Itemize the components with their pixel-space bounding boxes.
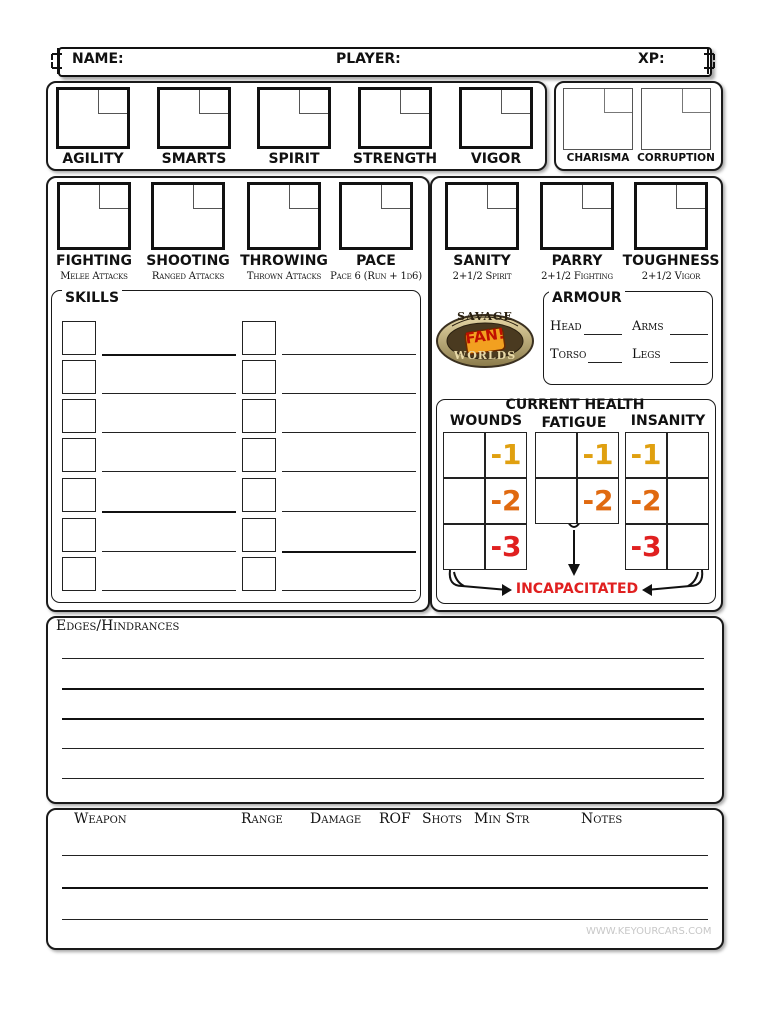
skill-die-box[interactable]: [242, 360, 276, 394]
edges-line[interactable]: [62, 658, 704, 659]
skill-name-field[interactable]: [102, 432, 236, 433]
derived-fighting-box-die-box[interactable]: [99, 185, 128, 209]
wounds-label: WOUNDS: [449, 413, 523, 429]
derived-toughness-label: TOUGHNESS: [622, 253, 720, 269]
attribute-spirit-label: SPIRIT: [268, 151, 320, 167]
weapons-header-damage: Damage: [310, 811, 362, 827]
skill-name-field[interactable]: [282, 511, 416, 512]
weapons-header-notes: Notes: [581, 811, 623, 827]
insanity-label: INSANITY: [630, 413, 706, 429]
attribute-strength-box-die-box[interactable]: [400, 90, 429, 114]
armour-arms-label: Arms: [632, 319, 664, 334]
wounds-penalty-2: -2: [490, 484, 522, 517]
derived-parry-box-die-box[interactable]: [582, 185, 611, 209]
insanity-box-2-b[interactable]: [667, 478, 709, 524]
derived-fighting-label: FIGHTING: [56, 253, 132, 269]
skills-title: SKILLS: [62, 290, 122, 306]
logo-bottom-text: WORLDS: [453, 349, 517, 362]
armour-title: ARMOUR: [549, 290, 625, 306]
player-label: PLAYER:: [336, 51, 401, 67]
incapacitated-label: INCAPACITATED: [515, 581, 639, 597]
skill-name-field[interactable]: [102, 590, 236, 591]
skill-die-box[interactable]: [62, 557, 96, 591]
xp-label: XP:: [638, 51, 665, 67]
armour-legs-label: Legs: [632, 347, 661, 362]
derived-sanity-sub: 2+1/2 Spirit: [452, 271, 512, 282]
skill-die-box[interactable]: [62, 438, 96, 472]
insanity-box-2[interactable]: [625, 478, 667, 524]
derived-parry-box[interactable]: [540, 182, 614, 250]
attribute-agility-label: AGILITY: [62, 151, 124, 167]
logo-middle-text: FAN!: [464, 324, 506, 348]
insanity-penalty-3: -3: [630, 530, 662, 563]
edges-line[interactable]: [62, 778, 704, 779]
xp-field[interactable]: [665, 52, 700, 70]
insanity-box-1[interactable]: [625, 432, 667, 478]
attribute-spirit-box[interactable]: [257, 87, 331, 149]
attribute-vigor-label: VIGOR: [470, 151, 522, 167]
attribute-strength-label: STRENGTH: [352, 151, 438, 167]
weapon-row-line[interactable]: [62, 887, 708, 889]
wounds-penalty-3: -3: [490, 530, 522, 563]
derived-sanity-box[interactable]: [445, 182, 519, 250]
skill-name-field[interactable]: [282, 393, 416, 394]
name-field[interactable]: [126, 52, 326, 70]
armour-head-label: Head: [550, 319, 582, 334]
fatigue-box-1-b[interactable]: [577, 432, 619, 478]
header-bar: [58, 47, 712, 77]
derived-shooting-box[interactable]: [151, 182, 225, 250]
fatigue-box-2[interactable]: [535, 478, 577, 524]
skill-name-field[interactable]: [102, 471, 236, 472]
edges-title: Edges/Hindrances: [56, 618, 180, 634]
armour-torso-label: Torso: [550, 347, 587, 362]
derived-pace-sub: Pace 6 (Run + 1d6): [330, 271, 422, 282]
name-label: NAME:: [72, 51, 124, 67]
attribute-charisma-die-box[interactable]: [604, 89, 632, 113]
armour-head-field[interactable]: [584, 334, 622, 335]
attribute-spirit-box-die-box[interactable]: [299, 90, 328, 114]
wounds-box-2-b[interactable]: [485, 478, 527, 524]
attribute-smarts-label: SMARTS: [161, 151, 227, 167]
edges-line[interactable]: [62, 688, 704, 690]
skill-die-box[interactable]: [242, 518, 276, 552]
weapon-row-line[interactable]: [62, 855, 708, 856]
weapons-header-shots: Shots: [422, 811, 463, 827]
derived-toughness-box-die-box[interactable]: [676, 185, 705, 209]
skill-name-field[interactable]: [282, 590, 416, 591]
derived-toughness-sub: 2+1/2 Vigor: [641, 271, 701, 282]
attribute-strength-box[interactable]: [358, 87, 432, 149]
skill-name-field[interactable]: [102, 393, 236, 394]
derived-parry-label: PARRY: [551, 253, 603, 269]
attribute-corruption-die-box[interactable]: [682, 89, 710, 113]
skill-die-box[interactable]: [62, 399, 96, 433]
derived-throwing-box-die-box[interactable]: [289, 185, 318, 209]
header-right-ornament: [700, 46, 718, 76]
header-left-ornament: [48, 46, 66, 76]
armour-torso-field[interactable]: [588, 362, 622, 363]
weapons-header-range: Range: [241, 811, 283, 827]
attribute-smarts-box[interactable]: [157, 87, 231, 149]
derived-fighting-box[interactable]: [57, 182, 131, 250]
derived-throwing-box[interactable]: [247, 182, 321, 250]
edges-line[interactable]: [62, 718, 704, 720]
skill-die-box[interactable]: [242, 321, 276, 355]
attribute-agility-box[interactable]: [56, 87, 130, 149]
insanity-penalty-2: -2: [630, 484, 662, 517]
player-field[interactable]: [405, 52, 625, 70]
wounds-box-2[interactable]: [443, 478, 485, 524]
derived-pace-label: PACE: [356, 253, 396, 269]
skill-die-box[interactable]: [62, 360, 96, 394]
health-title: CURRENT HEALTH: [505, 397, 645, 413]
armour-arms-field[interactable]: [670, 334, 708, 335]
skill-name-field[interactable]: [282, 432, 416, 433]
derived-pace-box[interactable]: [339, 182, 413, 250]
fatigue-label: FATIGUE: [541, 415, 607, 431]
logo-top-text: SAVAGE: [457, 310, 513, 323]
derived-shooting-label: SHOOTING: [146, 253, 230, 269]
skill-die-box[interactable]: [242, 399, 276, 433]
attribute-smarts-box-die-box[interactable]: [199, 90, 228, 114]
weapons-header-rof: ROF: [379, 811, 411, 827]
derived-throwing-label: THROWING: [240, 253, 328, 269]
skill-name-field[interactable]: [282, 551, 416, 553]
footer-website: WWW.KEYOURCARS.COM: [586, 926, 712, 937]
skill-die-box[interactable]: [242, 557, 276, 591]
derived-shooting-box-die-box[interactable]: [193, 185, 222, 209]
insanity-box-1-b[interactable]: [667, 432, 709, 478]
insanity-box-3-b[interactable]: [667, 524, 709, 570]
weapons-header-weapon: Weapon: [74, 811, 127, 827]
weapon-row-line[interactable]: [62, 919, 708, 920]
fatigue-penalty-2: -2: [582, 484, 614, 517]
skill-die-box[interactable]: [242, 478, 276, 512]
derived-throwing-sub: Thrown Attacks: [246, 271, 322, 282]
skill-die-box[interactable]: [242, 438, 276, 472]
edges-panel: [46, 616, 724, 804]
skill-name-field[interactable]: [102, 551, 236, 552]
attribute-corruption-box[interactable]: [641, 88, 711, 150]
derived-sanity-label: SANITY: [453, 253, 511, 269]
attribute-corruption-label: CORRUPTION: [637, 152, 715, 164]
derived-parry-sub: 2+1/2 Fighting: [541, 271, 613, 282]
wounds-box-3[interactable]: [443, 524, 485, 570]
skill-name-field[interactable]: [282, 354, 416, 355]
fatigue-box-1[interactable]: [535, 432, 577, 478]
wounds-box-3-b[interactable]: [485, 524, 527, 570]
derived-sanity-box-die-box[interactable]: [487, 185, 516, 209]
wounds-box-1[interactable]: [443, 432, 485, 478]
derived-pace-box-die-box[interactable]: [381, 185, 410, 209]
attribute-agility-box-die-box[interactable]: [98, 90, 127, 114]
attribute-vigor-box-die-box[interactable]: [501, 90, 530, 114]
skill-name-field[interactable]: [102, 354, 236, 356]
armour-legs-field[interactable]: [670, 362, 708, 363]
weapons-header-min-str: Min Str: [474, 811, 530, 827]
fatigue-box-2-b[interactable]: [577, 478, 619, 524]
skill-die-box[interactable]: [62, 518, 96, 552]
skills-panel: [51, 290, 421, 603]
skill-die-box[interactable]: [62, 321, 96, 355]
derived-shooting-sub: Ranged Attacks: [151, 271, 225, 282]
insanity-penalty-1: -1: [630, 438, 662, 471]
edges-line[interactable]: [62, 748, 704, 749]
skill-name-field[interactable]: [102, 511, 236, 513]
skill-die-box[interactable]: [62, 478, 96, 512]
insanity-box-3[interactable]: [625, 524, 667, 570]
wounds-box-1-b[interactable]: [485, 432, 527, 478]
attribute-vigor-box[interactable]: [459, 87, 533, 149]
fatigue-penalty-1: -1: [582, 438, 614, 471]
attribute-charisma-box[interactable]: [563, 88, 633, 150]
wounds-penalty-1: -1: [490, 438, 522, 471]
derived-fighting-sub: Melee Attacks: [60, 271, 128, 282]
skill-name-field[interactable]: [282, 471, 416, 472]
derived-toughness-box[interactable]: [634, 182, 708, 250]
attribute-charisma-label: CHARISMA: [566, 152, 630, 164]
